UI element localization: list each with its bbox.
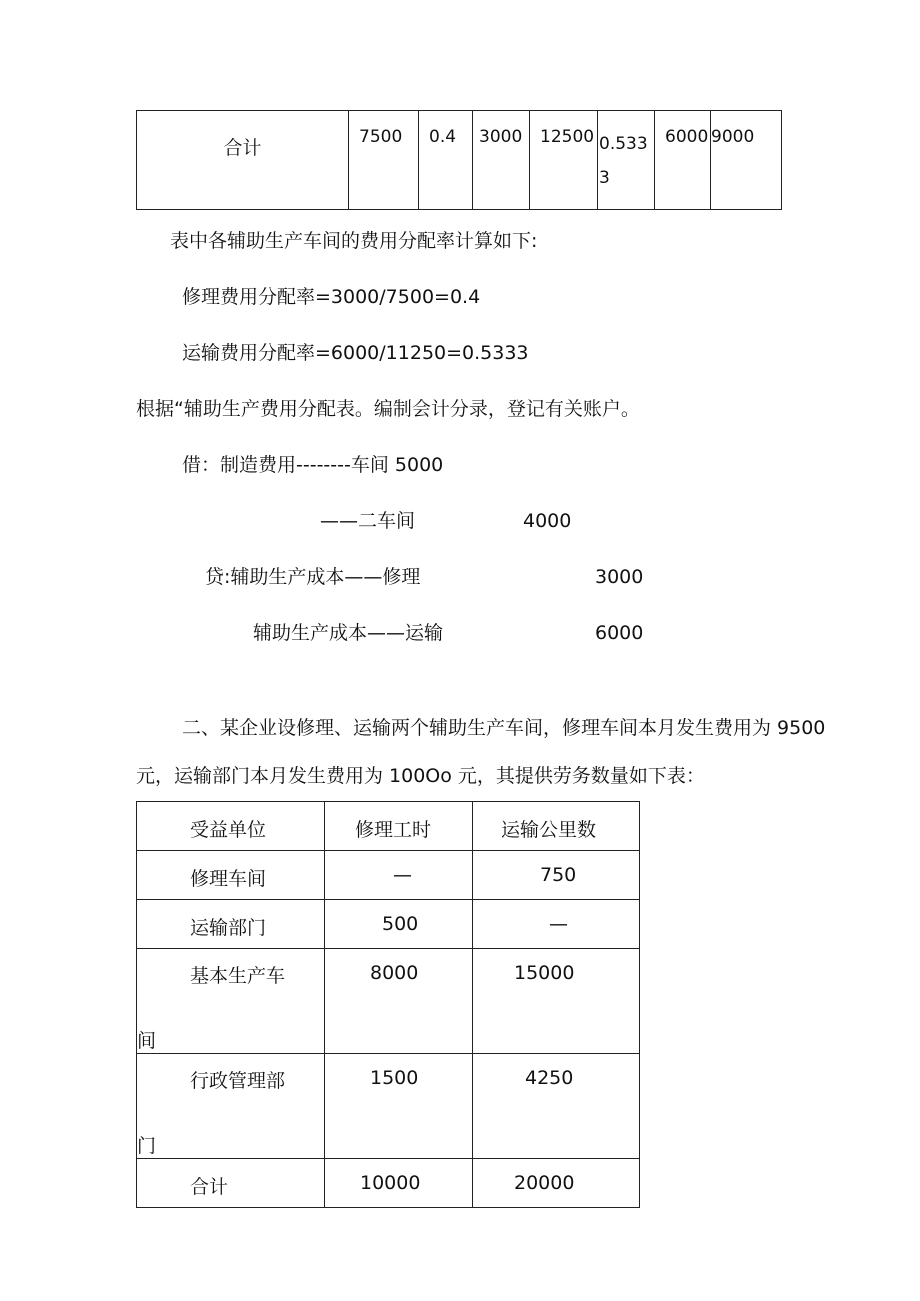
header-cell-unit: 受益单位 [137, 802, 325, 851]
debit-entry: 借：制造费用--------车间 5000 [182, 454, 444, 476]
table-cell: 7500 [349, 111, 419, 210]
total-label-cell: 合计 [137, 111, 349, 210]
table-cell: 0.4 [419, 111, 473, 210]
table-cell: 0.5333 [598, 111, 655, 210]
table-row-total [137, 1159, 640, 1208]
paragraph-allocation-intro: 表中各辅助生产车间的费用分配率计算如下: [170, 230, 538, 252]
table-cell: 9000 [711, 111, 782, 210]
summary-table [136, 110, 782, 210]
transport-cell: 750 [473, 851, 640, 900]
credit-entry-1-label: 贷:辅助生产成本——修理 [205, 566, 421, 588]
unit-cell: 行政管理部 门 [137, 1054, 325, 1159]
credit-entry-1-amount: 3000 [595, 566, 644, 588]
paragraph-repair-rate: 修理费用分配率=3000/7500=0.4 [182, 286, 481, 308]
credit-entry-2-label: 辅助生产成本——运输 [253, 622, 444, 644]
table-cell: 12500 [530, 111, 598, 210]
transport-cell: 20000 [473, 1159, 640, 1208]
unit-cell: 修理车间 [137, 851, 325, 900]
unit-cell: 基本生产车 间 [137, 949, 325, 1054]
table-row [137, 851, 640, 900]
unit-cell: 合计 [137, 1159, 325, 1208]
table-cell: 6000 [655, 111, 711, 210]
paragraph-journal-note: 根据“辅助生产费用分配表。编制会计分录，登记有关账户。 [136, 398, 640, 420]
repair-cell: — [325, 851, 473, 900]
table-row [137, 900, 640, 949]
repair-cell: 1500 [325, 1054, 473, 1159]
header-cell-transport-km: 运输公里数 [473, 802, 640, 851]
debit-entry-2-label: ——二车间 [320, 510, 416, 532]
transport-cell: 4250 [473, 1054, 640, 1159]
repair-cell: 10000 [325, 1159, 473, 1208]
debit-entry-2-amount: 4000 [523, 510, 572, 532]
table-row [137, 1054, 640, 1159]
transport-cell: 15000 [473, 949, 640, 1054]
problem-2-line-2: 元，运输部门本月发生费用为 100Oo 元，其提供劳务数量如下表： [136, 765, 705, 787]
unit-cell: 运输部门 [137, 900, 325, 949]
transport-cell: — [473, 900, 640, 949]
service-quantity-table [136, 801, 640, 1208]
table-row [137, 949, 640, 1054]
paragraph-transport-rate: 运输费用分配率=6000/11250=0.5333 [182, 342, 529, 364]
repair-cell: 8000 [325, 949, 473, 1054]
header-cell-repair-hours: 修理工时 [325, 802, 473, 851]
problem-2-line-1: 二、某企业设修理、运输两个辅助生产车间，修理车间本月发生费用为 9500 [182, 717, 826, 739]
credit-entry-2-amount: 6000 [595, 622, 644, 644]
repair-cell: 500 [325, 900, 473, 949]
table-header-row [137, 802, 640, 851]
table-row [137, 111, 782, 210]
table-cell: 3000 [473, 111, 530, 210]
